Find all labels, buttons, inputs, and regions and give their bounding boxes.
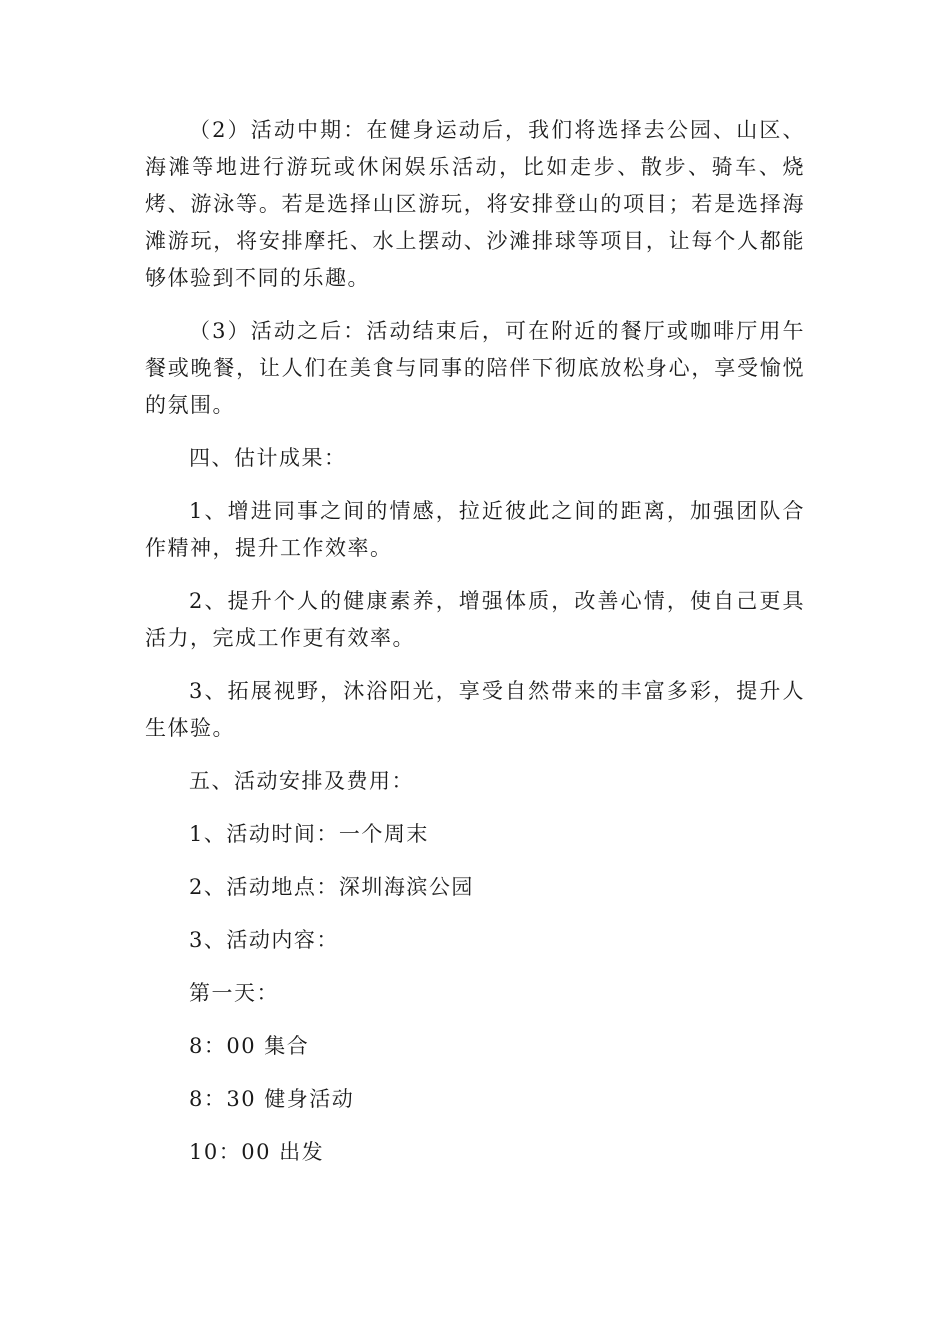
paragraph-result-3: 3、拓展视野，沐浴阳光，享受自然带来的丰富多彩，提升人生体验。	[145, 679, 805, 740]
paragraph-result-2: 2、提升个人的健康素养，增强体质，改善心情，使自己更具活力，完成工作更有效率。	[145, 589, 805, 650]
paragraph-activity-location: 2、活动地点：深圳海滨公园	[189, 875, 474, 899]
schedule-item-depart: 10：00 出发	[189, 1140, 325, 1164]
paragraph-activity-content: 3、活动内容：	[189, 928, 339, 952]
document-body	[145, 112, 805, 1187]
section-heading-schedule-costs: 五、活动安排及费用：	[189, 769, 414, 793]
paragraph-day-one: 第一天：	[189, 981, 279, 1005]
paragraph-activity-after: （3）活动之后：活动结束后，可在附近的餐厅或咖啡厅用午餐或晚餐，让人们在美食与同事的陪伴下彻底放松身心，享受愉悦的氛围。	[145, 319, 805, 417]
paragraph-activity-time: 1、活动时间：一个周末	[189, 822, 429, 846]
paragraph-activity-midterm: （2）活动中期：在健身运动后，我们将选择去公园、山区、海滩等地进行游玩或休闲娱乐活动，比如走步、散步、骑车、烧烤、游泳等。若是选择山区游玩，将安排登山的项目；若是选择海滩游玩，将安排摩托、水上摆动、沙滩排球等项目，让每个人都能够体验到不同的乐趣。	[145, 118, 805, 290]
section-heading-expected-results: 四、估计成果：	[189, 446, 347, 470]
schedule-item-fitness: 8：30 健身活动	[189, 1087, 355, 1111]
paragraph-result-1: 1、增进同事之间的情感，拉近彼此之间的距离，加强团队合作精神，提升工作效率。	[145, 499, 805, 560]
schedule-item-gather: 8：00 集合	[189, 1034, 310, 1058]
